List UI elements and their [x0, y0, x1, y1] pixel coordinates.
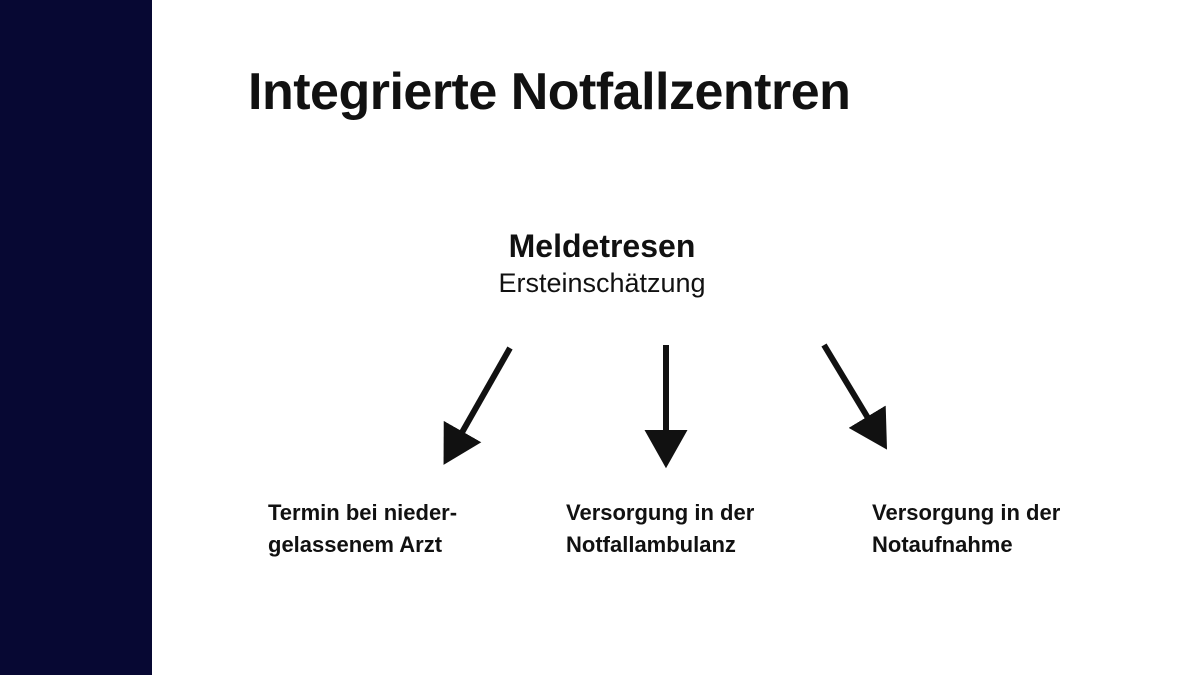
leaf-label-line2: Notaufnahme [872, 531, 1013, 557]
leaf-label-line1: Versorgung in der [566, 500, 755, 525]
leaf-label-line1: Versorgung in der [872, 500, 1061, 525]
arrow-right-icon [824, 345, 874, 428]
diagram-leaf-node [872, 497, 1122, 561]
sidebar-accent-bar [0, 0, 152, 675]
diagram-leaf-node [268, 497, 518, 561]
diagram-leaf-node [566, 497, 816, 561]
leaf-label-line2: Notfallambulanz [566, 531, 736, 557]
arrow-left-icon [456, 348, 510, 443]
leaf-label-line2: gelassenem Arzt [268, 531, 443, 557]
leaf-label-line1: Termin bei nieder- [268, 500, 458, 525]
page-title: Integrierte Notfallzentren [248, 63, 851, 121]
slide-content [152, 0, 1200, 675]
root-node-subtitle: Ersteinschätzung [498, 267, 706, 298]
root-node-title: Meldetresen [508, 228, 696, 264]
diagram-node-root [402, 228, 802, 299]
